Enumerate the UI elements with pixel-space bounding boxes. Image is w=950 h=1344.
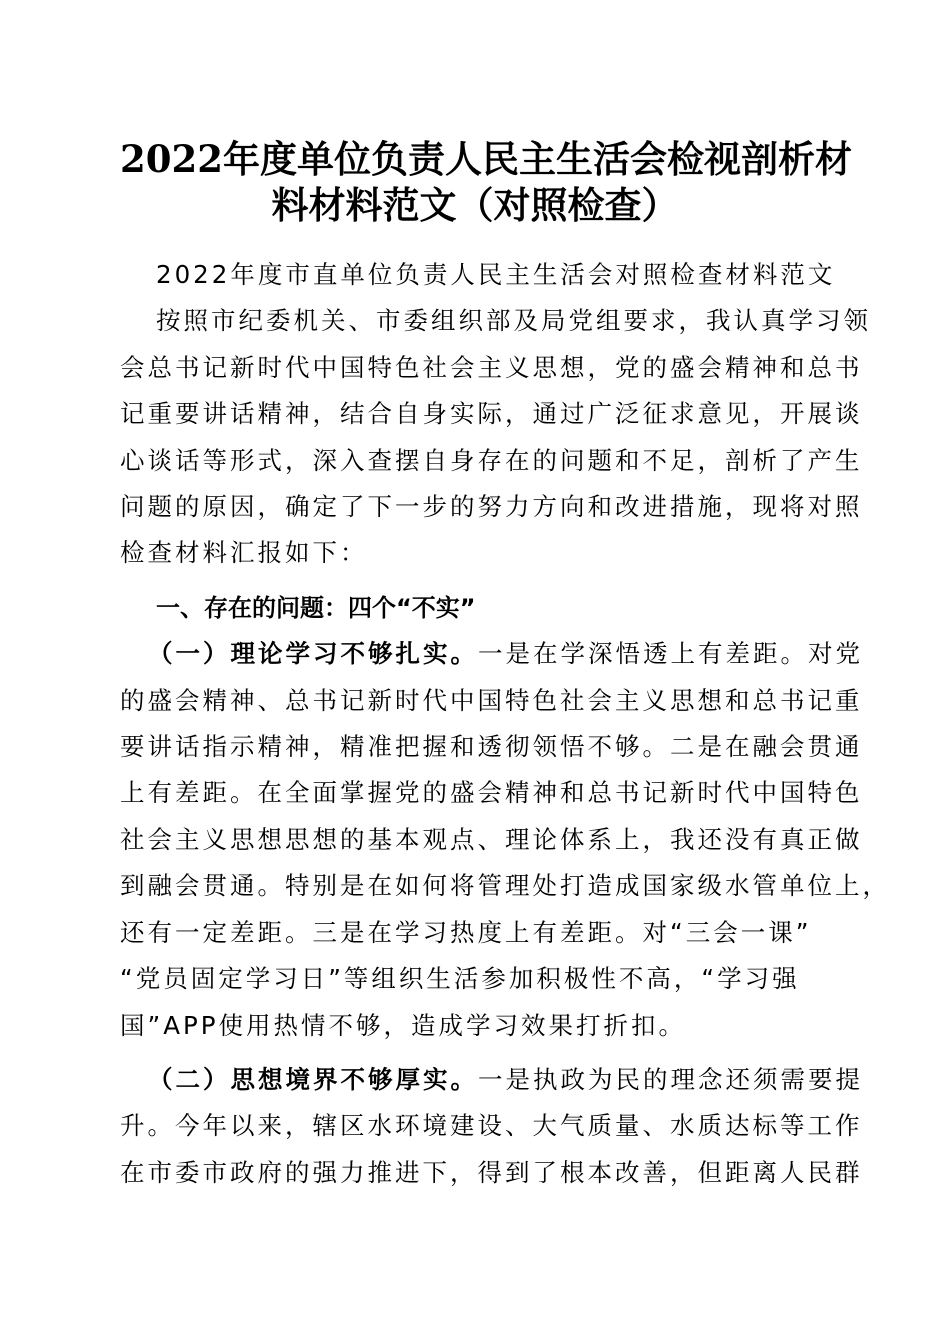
paragraph-theory-study [120,631,890,1049]
paragraph-line: 上有差距。在全面掌握党的盛会精神和总书记新时代中国特色 [120,778,863,808]
intro-line: 记重要讲话精神，结合自身实际，通过广泛征求意见，开展谈 [120,399,863,429]
paragraph-ideological-realm [120,1057,863,1196]
subtitle: 2022年度市直单位负责人民主生活会对照检查材料范文 [156,260,836,289]
document-title [120,136,852,228]
paragraph-line: 社会主义思想思想的基本观点、理论体系上，我还没有真正做 [120,824,863,854]
intro-line: 按照市纪委机关、市委组织部及局党组要求，我认真学习领 [156,306,871,336]
intro-line: 问题的原因，确定了下一步的努力方向和改进措施，现将对照 [120,492,863,522]
intro-line: 心谈话等形式，深入查摆自身存在的问题和不足，剖析了产生 [120,445,863,475]
paragraph-first-line [120,1057,863,1103]
paragraph-line: 升。今年以来，辖区水环境建设、大气质量、水质达标等工作 [120,1111,863,1141]
paragraph-line: “党员固定学习日”等组织生活参加积极性不高，“学习强 [120,964,800,994]
paragraph-text: 一是在学深悟透上有差距。对党 [478,639,863,669]
paragraph-line: 的盛会精神、总书记新时代中国特色社会主义思想和总书记重 [120,685,863,715]
intro-line: 会总书记新时代中国特色社会主义思想，党的盛会精神和总书 [120,352,863,382]
paragraph-text: 一是执政为民的理念还须需要提 [478,1064,863,1094]
subsection-heading-2: （二）思想境界不够厚实。 [148,1064,478,1094]
document-body [120,252,890,1196]
paragraph-line: 国”APP使用热情不够，造成学习效果打折扣。 [120,1010,686,1040]
paragraph-first-line [120,631,863,677]
intro-paragraph [120,298,871,576]
paragraph-line: 到融会贯通。特别是在如何将管理处打造成国家级水管单位上， [120,871,890,901]
paragraph-line: 在市委市政府的强力推进下，得到了根本改善，但距离人民群 [120,1157,863,1187]
title-line-1: 2022年度单位负责人民主生活会检视剖析材 [120,137,852,181]
paragraph-line: 还有一定差距。三是在学习热度上有差距。对“三会一课” [120,917,812,947]
subsection-heading-1: （一）理论学习不够扎实。 [148,639,478,669]
title-line-2: 料材料范文（对照检查） [271,183,679,227]
intro-line: 检查材料汇报如下： [120,538,368,568]
paragraph-line: 要讲话指示精神，精准把握和透彻领悟不够。二是在融会贯通 [120,732,863,762]
section-heading-problems: 一、存在的问题：四个“不实” [156,593,476,622]
